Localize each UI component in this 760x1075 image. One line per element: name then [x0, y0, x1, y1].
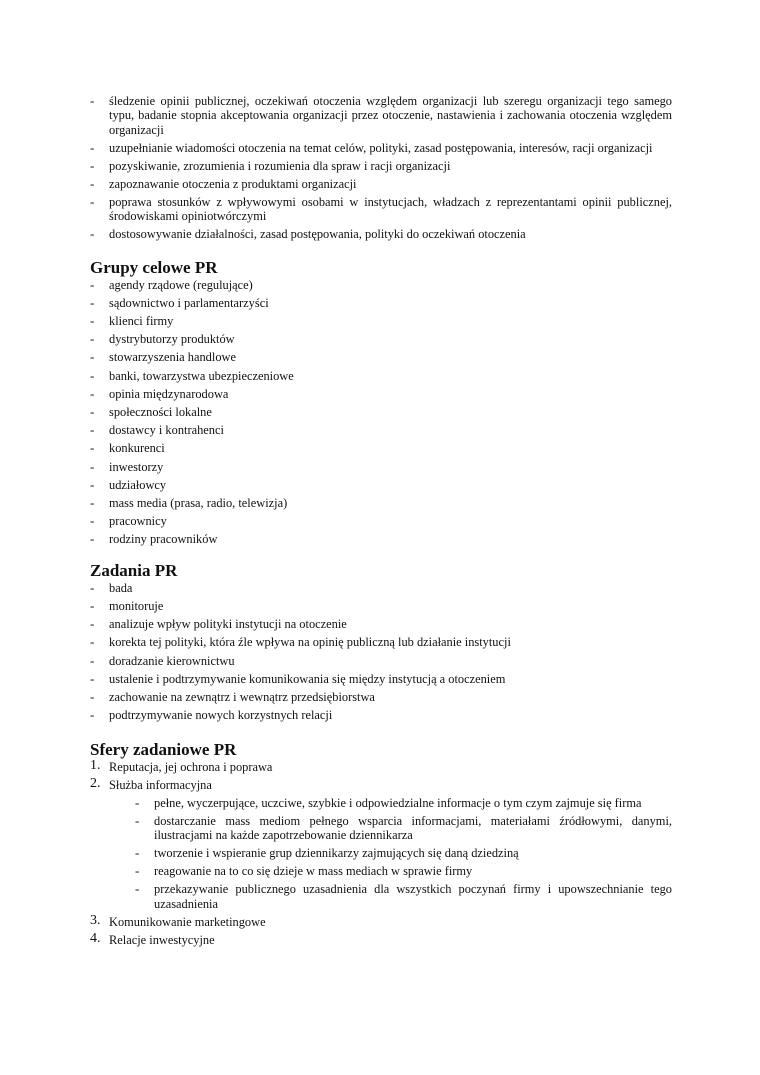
heading-grupy-celowe: Grupy celowe PR	[90, 257, 218, 277]
numbered-item	[90, 930, 672, 947]
heading-sfery-zadaniowe: Sfery zadaniowe PR	[90, 739, 237, 759]
list-item: - rodziny pracowników	[90, 532, 672, 546]
list-item: - pracownicy	[90, 514, 672, 528]
list-item: - dystrybutorzy produktów	[90, 332, 672, 346]
list-item: - mass media (prasa, radio, telewizja)	[90, 496, 672, 510]
item-label: Komunikowanie marketingowe	[109, 914, 266, 929]
list-item: - uzupełnianie wiadomości otoczenia na temat celów, polityki, zasad postępowania, interesów, racji organizacji	[90, 141, 672, 155]
list-item: - zapoznawanie otoczenia z produktami organizacji	[90, 177, 672, 191]
list-item: - korekta tej polityki, która źle wpływa na opinię publiczną lub działanie instytucji	[90, 635, 672, 649]
item-number: 2.	[90, 775, 101, 791]
list-item: - inwestorzy	[90, 460, 672, 474]
sublist-item: - pełne, wyczerpujące, uczciwe, szybkie i odpowiedzialne informacje o tym czym zajmuje się firma	[135, 796, 672, 810]
list-item: - bada	[90, 581, 672, 595]
numbered-item	[90, 912, 672, 929]
sublist-item: - przekazywanie publicznego uzasadnienia dla wszystkich poczynań firmy i upowszechnianie tego uzasadnienia	[135, 882, 672, 911]
list-item: - pozyskiwanie, zrozumienia i rozumienia dla spraw i racji organizacji	[90, 159, 672, 173]
numbered-item	[90, 775, 672, 911]
list-item: - opinia międzynarodowa	[90, 387, 672, 401]
list-item: - dostawcy i kontrahenci	[90, 423, 672, 437]
list-item: - śledzenie opinii publicznej, oczekiwań otoczenia względem organizacji lub szeregu organizacji tego samego typu, badanie stopnia akceptowania organizacji przez otoczenie, nastawienia i zachowania otoczenia względem organizacji	[90, 94, 672, 137]
list-item: - poprawa stosunków z wpływowymi osobami w instytucjach, władzach z reprezentantami opinii publicznej, środowiskami opiniotwórczymi	[90, 195, 672, 224]
zadania-list	[90, 581, 672, 723]
list-item: - podtrzymywanie nowych korzystnych relacji	[90, 708, 672, 722]
document-page	[90, 94, 672, 951]
sublist-item: - tworzenie i wspieranie grup dziennikarzy zajmujących się daną dziedziną	[135, 846, 672, 860]
list-item: - społeczności lokalne	[90, 405, 672, 419]
sublist-item: - dostarczanie mass mediom pełnego wsparcia informacjami, materiałami źródłowymi, danymi, ilustracjami na każde zapotrzebowanie dziennikarza	[135, 814, 672, 843]
item-number: 1.	[90, 757, 101, 773]
list-item: - analizuje wpływ polityki instytucji na otoczenie	[90, 617, 672, 631]
sluzba-informacyjna-sublist	[135, 796, 672, 911]
list-item: - agendy rządowe (regulujące)	[90, 278, 672, 292]
heading-zadania: Zadania PR	[90, 560, 178, 580]
list-item: - zachowanie na zewnątrz i wewnątrz przedsiębiorstwa	[90, 690, 672, 704]
intro-list	[90, 94, 672, 242]
numbered-item	[90, 757, 672, 774]
item-label: Reputacja, jej ochrona i poprawa	[109, 759, 273, 774]
item-number: 4.	[90, 930, 101, 946]
item-number: 3.	[90, 912, 101, 928]
list-item: - sądownictwo i parlamentarzyści	[90, 296, 672, 310]
list-item: - udziałowcy	[90, 478, 672, 492]
list-item: - dostosowywanie działalności, zasad postępowania, polityki do oczekiwań otoczenia	[90, 227, 672, 241]
item-label: Służba informacyjna	[109, 777, 212, 792]
grupy-list	[90, 278, 672, 547]
sfery-list	[90, 757, 672, 947]
list-item: - klienci firmy	[90, 314, 672, 328]
sublist-item: - reagowanie na to co się dzieje w mass mediach w sprawie firmy	[135, 864, 672, 878]
list-item: - ustalenie i podtrzymywanie komunikowania się między instytucją a otoczeniem	[90, 672, 672, 686]
list-item: - stowarzyszenia handlowe	[90, 350, 672, 364]
item-label: Relacje inwestycyjne	[109, 932, 215, 947]
list-item: - konkurenci	[90, 441, 672, 455]
list-item: - banki, towarzystwa ubezpieczeniowe	[90, 369, 672, 383]
list-item: - doradzanie kierownictwu	[90, 654, 672, 668]
list-item: - monitoruje	[90, 599, 672, 613]
